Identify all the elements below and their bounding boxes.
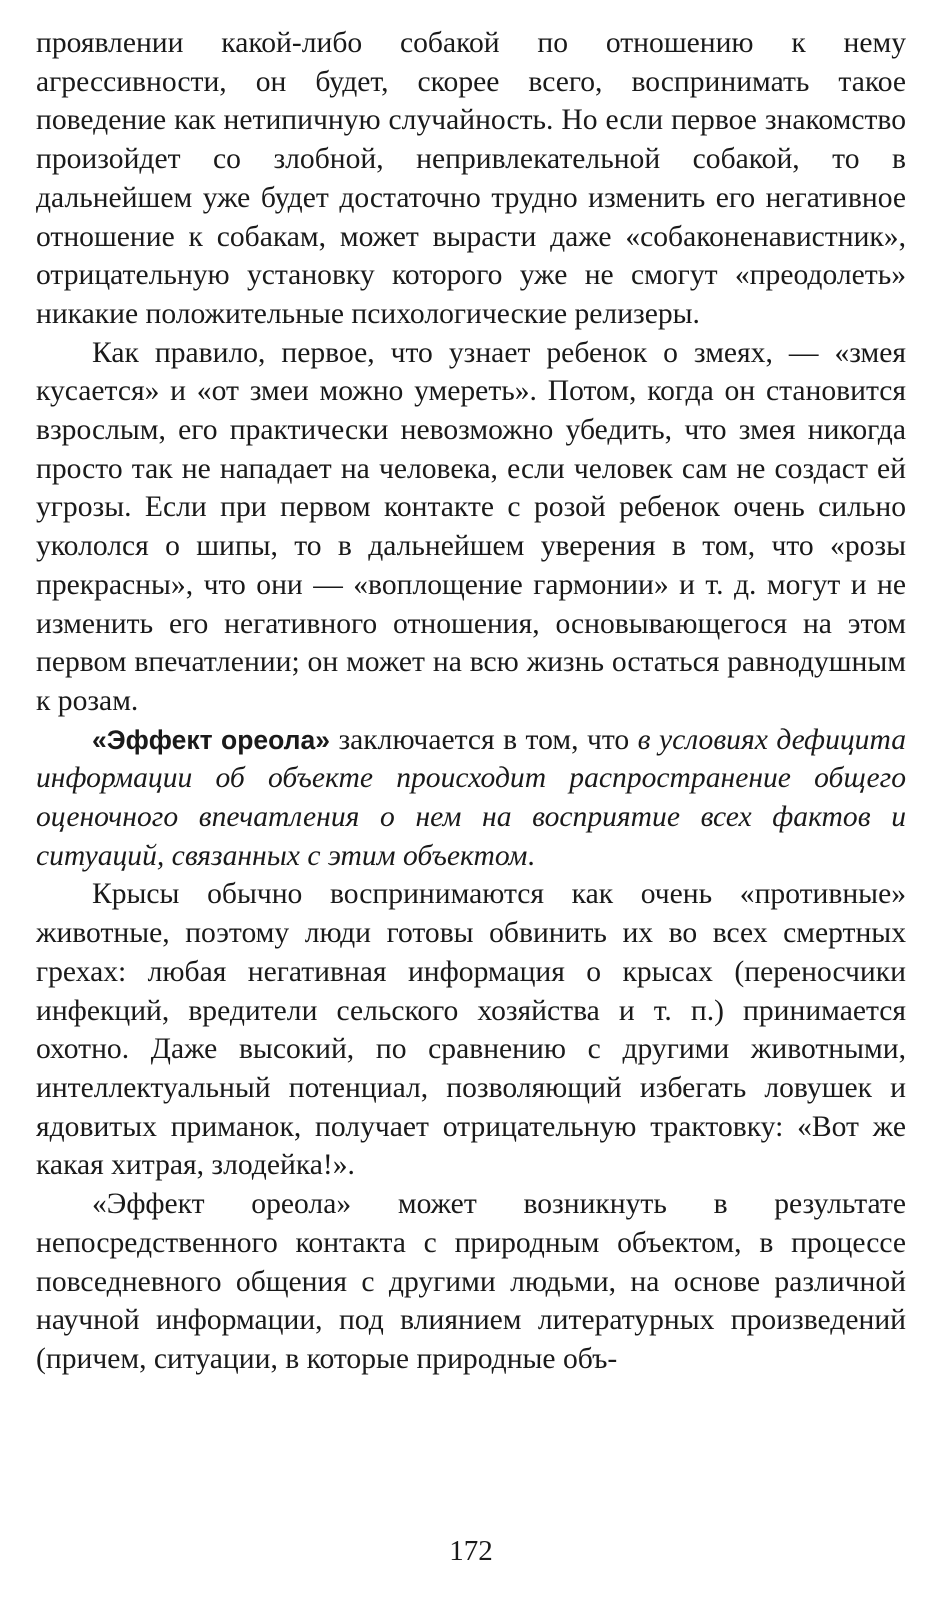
definition-connector: заключается в том, что bbox=[330, 723, 638, 756]
definition-end: . bbox=[527, 839, 535, 872]
page-number: 172 bbox=[449, 1535, 493, 1567]
paragraph-halo-definition bbox=[36, 721, 906, 876]
paragraph-dogs: проявлении какой-либо собакой по отношению к нему агрессивности, он будет, скорее всего, воспринимать такое поведение как нетипичную случайность. Но если первое знакомство произойдет со злобной, непривлекательной собакой, то в дальнейшем уже будет достаточно трудно изменить его негативное отношение к собакам, может вырасти даже «собаконенавистник», отрицательную установку которого уже не смогут «преодолеть» никакие положительные психологические релизеры. bbox=[36, 27, 906, 330]
halo-effect-definition: в условиях дефицита информации об объекте происходит распространение общего оценочного впечатления о нем на восприятие всех фактов и ситуаций, связанных с этим объектом bbox=[36, 723, 906, 872]
paragraph-rats: Крысы обычно воспринимаются как очень «противные» животные, поэтому люди готовы обвинить их во всех смертных грехах: любая негативная информация о крысах (переносчики инфекций, вредители сельского хозяйства и т. п.) принимается охотно. Даже высокий, по сравнению с другими животными, интеллектуальный потенциал, позволяющий избегать ловушек и ядовитых приманок, получает отрицательную трактовку: «Вот же какая хитрая, злодейка!». bbox=[36, 878, 906, 1182]
halo-effect-term: «Эффект ореола» bbox=[92, 724, 330, 755]
paragraph-snakes-roses: Как правило, первое, что узнает ребенок о змеях, — «змея кусается» и «от змеи можно умереть». Потом, когда он становится взрослым, его практически невозможно убедить, что змея никогда просто так не нападает на человека, если человек сам не создаст ей угрозы. Если при первом контакте с розой ребенок очень сильно укололся о шипы, то в дальнейшем уверения в том, что «розы прекрасны», что они — «воплощение гармонии» и т. д. могут и не изменить его негативного отношения, основывающегося на этом первом впечатлении; он может на всю жизнь остаться равнодушным к розам. bbox=[36, 336, 906, 717]
paragraph-halo-sources: «Эффект ореола» может возникнуть в результате непосредственного контакта с природным объектом, в процессе повседневного общения с другими людьми, на основе различной научной информации, под влиянием литературных произведений (причем, ситуации, в которые природные объ- bbox=[36, 1188, 906, 1375]
page-text bbox=[36, 24, 906, 1379]
